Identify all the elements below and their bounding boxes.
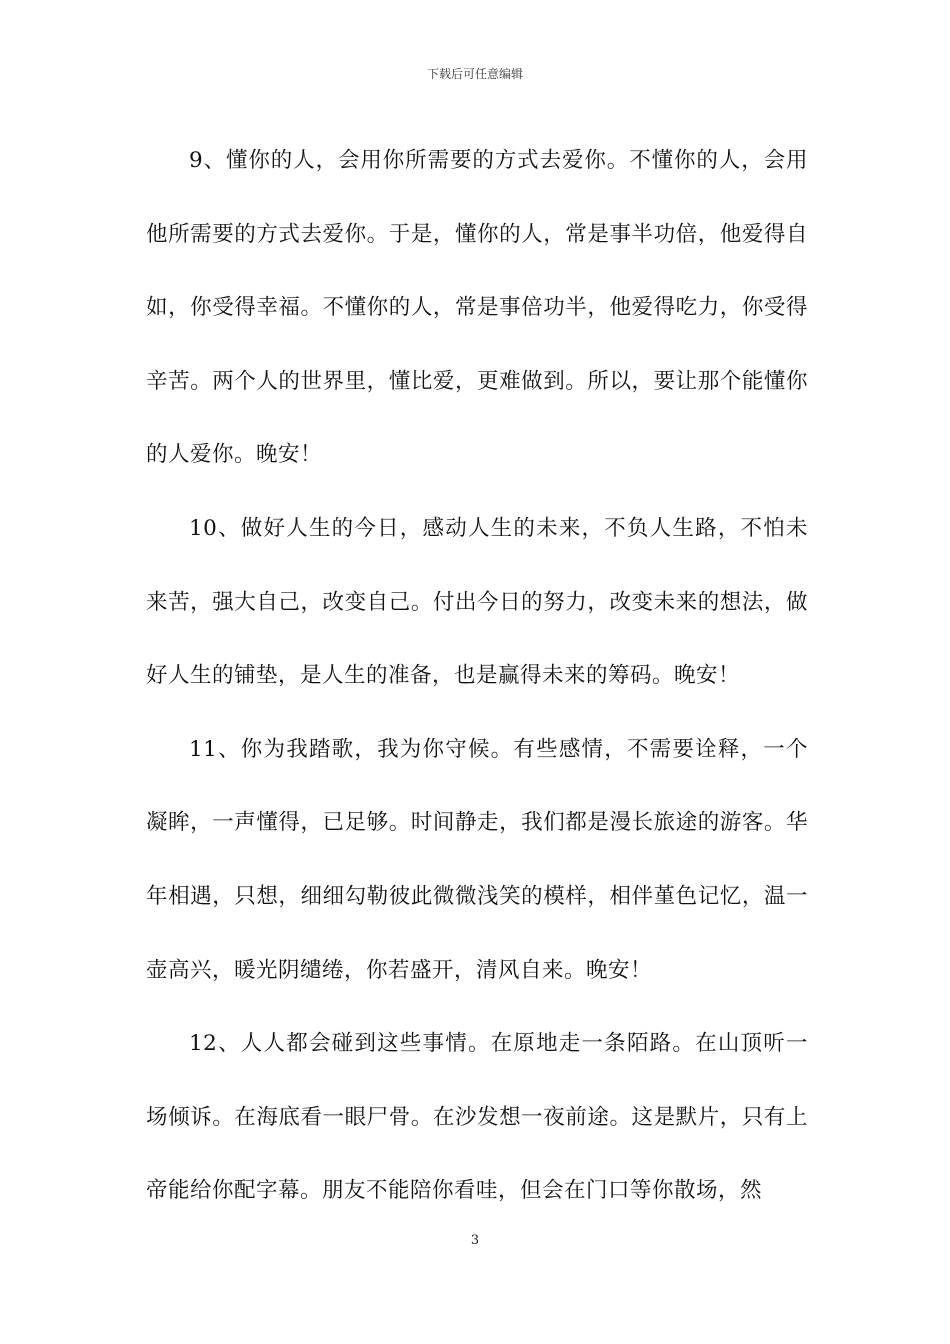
- page-header: 下载后可任意编辑: [426, 67, 523, 81]
- page-number: 3: [470, 1233, 480, 1248]
- paragraph-12: 12、人人都会碰到这些事情。在原地走一条陌路。在山顶听一场倾诉。在海底看一眼尸骨。在沙发想一夜前途。这是默片，只有上帝能给你配字幕。朋友不能陪你看哇，但会在门口等你散场，然: [146, 1031, 808, 1204]
- paragraph-10: 10、做好人生的今日，感动人生的未来，不负人生路，不怕未来苦，强大自己，改变自己。付出今日的努力，改变未来的想法，做好人生的铺垫，是人生的准备，也是赢得未来的筹码。晚安！: [146, 515, 808, 689]
- document-body: [146, 124, 808, 1228]
- paragraph-11: 11、你为我踏歌，我为你守候。有些感情，不需要诠释，一个凝眸，一声懂得，已足够。时间静走，我们都是漫长旅途的游客。华年相遇，只想，细细勾勒彼此微微浅笑的模样，相伴堇色记忆，温一壶高兴，暖光阴缱绻，你若盛开，清风自来。晚安！: [146, 736, 808, 983]
- paragraph-9: 9、懂你的人，会用你所需要的方式去爱你。不懂你的人，会用他所需要的方式去爱你。于是，懂你的人，常是事半功倍，他爱得自如，你受得幸福。不懂你的人，常是事倍功半，他爱得吃力，你受得辛苦。两个人的世界里，懂比爱，更难做到。所以，要让那个能懂你的人爱你。晚安！: [146, 148, 808, 468]
